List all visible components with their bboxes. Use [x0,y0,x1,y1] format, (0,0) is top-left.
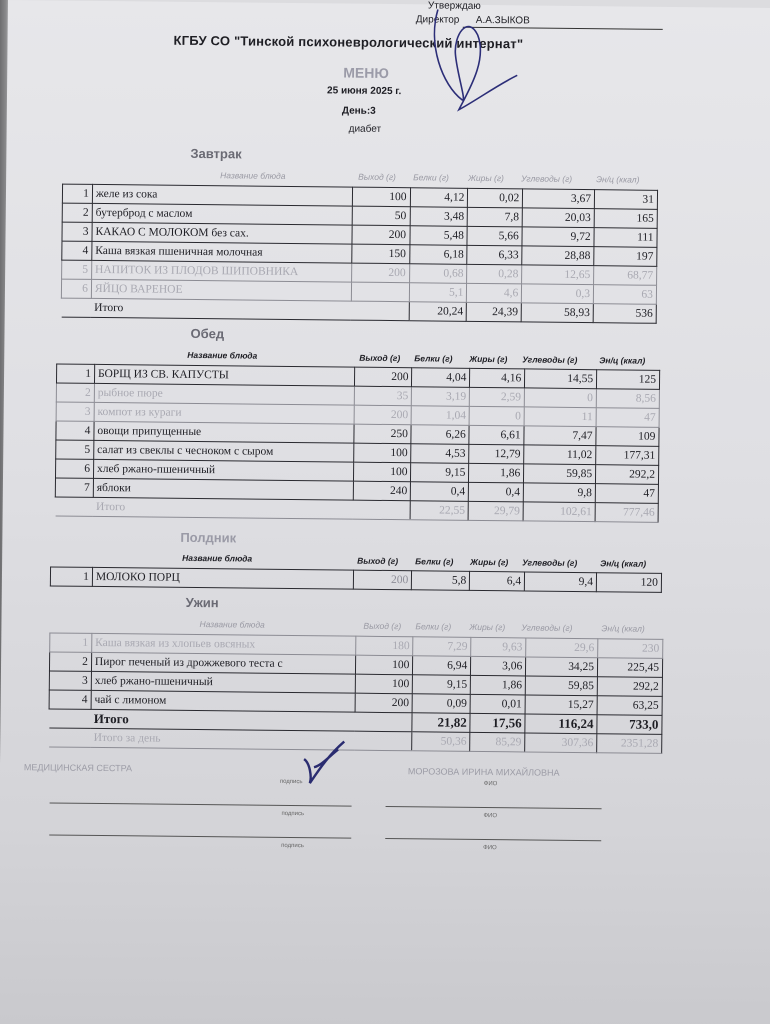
row-number: 3 [62,222,92,241]
dish-protein: 6,18 [409,245,467,265]
snack-table [50,566,662,592]
fio-caption: ФИО [483,781,498,788]
day-total-protein: 50,36 [412,732,470,752]
dish-out: 150 [351,244,409,264]
dish-out: 200 [355,693,413,713]
col-header-protein: Белки (г) [415,621,452,632]
row-number: 7 [55,478,93,497]
dish-protein: 6,94 [413,656,471,676]
total-spacer [49,728,91,747]
medic-title: МЕДИЦИНСКАЯ СЕСТРА [23,762,133,774]
section-title-lunch: Обед [190,325,225,342]
col-header-energy: Эн/ц (ккал) [601,623,645,634]
total-energy: 536 [593,304,656,324]
col-header-energy: Эн/ц (ккал) [596,174,640,185]
row-number: 6 [55,459,93,478]
dish-protein: 6,26 [411,425,469,445]
total-fat: 29,79 [468,501,523,521]
dish-out: 35 [354,386,412,406]
signature-caption: подпись [281,842,304,850]
dish-protein: 4,04 [412,368,470,388]
row-number: 4 [56,421,94,440]
dish-out: 200 [354,570,412,590]
total-spacer [49,709,91,728]
col-header-out: Выход (г) [358,171,396,183]
row-number: 3 [49,671,91,690]
col-header-protein: Белки (г) [414,353,453,364]
dish-carb: 59,85 [524,464,596,484]
dish-name: ЯЙЦО ВАРЕНОЕ [91,279,351,301]
dish-carb: 11,02 [524,445,596,465]
dish-energy: 47 [596,408,659,428]
dish-fat: 1,86 [469,463,524,483]
dish-out: 100 [355,674,413,694]
dish-fat: 6,4 [470,571,525,591]
dish-carb: 11 [524,407,596,427]
dish-energy: 292,2 [596,465,659,485]
row-number: 6 [61,279,91,298]
total-spacer [354,712,412,732]
total-spacer [55,497,93,516]
fio-caption: ФИО [483,813,498,820]
dish-name: НАПИТОК ИЗ ПЛОДОВ ШИПОВНИКА [91,260,351,282]
dish-name: МОЛОКО ПОРЦ [92,567,354,589]
dish-fat: 12,79 [469,444,524,464]
dish-name: рыбное пюре [94,383,354,405]
dish-carb: 7,47 [524,426,596,446]
total-label: Итого [91,298,351,320]
dish-energy: 63,25 [597,696,662,716]
col-header-name: Название блюда [182,552,253,564]
section-title-breakfast: Завтрак [190,145,242,162]
dish-protein: 5,1 [409,283,467,303]
col-header-carb: Углеводы (г) [522,354,578,365]
dish-fat: 0,01 [470,694,525,714]
dish-fat: 3,06 [471,656,526,676]
dish-carb: 9,4 [525,572,597,592]
col-header-protein: Белки (г) [415,556,454,567]
dish-energy: 8,56 [596,389,659,409]
dish-protein: 3,48 [410,207,468,227]
total-label: Итого [93,497,353,519]
col-header-energy: Эн/ц (ккал) [600,558,647,569]
dish-fat: 6,61 [469,425,524,445]
col-header-fat: Жиры (г) [469,621,506,633]
dish-name: БОРЩ ИЗ СВ. КАПУСТЫ [94,364,354,386]
signature-caption: подпись [281,810,305,818]
dish-energy: 197 [594,247,657,267]
dish-out: 100 [353,462,411,482]
dish-fat: 0,02 [468,188,523,208]
row-number: 4 [62,241,92,260]
dish-carb: 0 [524,388,596,408]
dish-fat: 0 [469,406,524,426]
row-number: 2 [49,652,91,671]
col-header-fat: Жиры (г) [468,172,504,184]
dish-protein: 4,53 [411,444,469,464]
total-spacer [353,500,411,520]
signature-caption: подпись [279,778,303,786]
dish-name: овощи припущенные [94,421,354,443]
dish-carb: 28,88 [522,246,594,266]
dish-protein: 0,68 [409,264,467,284]
dish-name: бутерброд с маслом [92,203,352,225]
day-total-carb: 307,36 [525,733,597,753]
dish-energy: 230 [598,639,663,659]
dish-fat: 6,33 [467,245,522,265]
dish-out: 100 [353,443,411,463]
dish-carb: 20,03 [522,208,594,228]
row-number: 4 [49,690,91,709]
row-number: 2 [62,203,92,222]
dish-carb: 59,85 [525,676,597,696]
dish-out: 50 [352,206,410,226]
section-title-dinner: Ужин [185,594,219,611]
dinner-table [48,632,663,753]
dish-protein: 9,15 [413,675,471,695]
row-number: 1 [56,364,94,383]
row-number: 5 [56,440,94,459]
dish-out: 100 [355,655,413,675]
dish-energy: 177,31 [596,446,659,466]
col-header-fat: Жиры (г) [470,556,509,568]
signature-line [50,802,352,806]
day-total-label: Итого за день [91,728,355,750]
dish-carb: 9,8 [523,483,595,503]
dish-out: 200 [351,263,409,283]
breakfast-table [61,184,658,324]
fio-caption: ФИО [483,845,497,852]
total-energy: 733,0 [597,715,662,735]
dish-fat: 2,59 [470,387,525,407]
col-header-protein: Белки (г) [413,172,449,183]
col-header-carb: Углеводы (г) [521,173,573,184]
dish-name: Каша вязкая пшеничная молочная [92,241,352,263]
dish-carb: 12,65 [522,265,594,285]
dish-protein: 3,19 [412,387,470,407]
table-row [50,567,661,592]
col-header-name: Название блюда [199,619,265,630]
dish-out: 250 [353,424,411,444]
dish-carb: 3,67 [523,189,595,209]
total-spacer [61,298,91,317]
col-header-name: Название блюда [220,170,286,181]
dish-out: 180 [355,636,413,656]
dish-protein: 0,09 [412,694,470,714]
dish-fat: 9,63 [471,637,526,657]
dish-fat: 0,4 [469,482,524,502]
dish-name: компот из кураги [94,402,354,424]
menu-title: МЕНЮ [343,64,389,81]
total-spacer [351,301,409,321]
dish-out: 240 [353,481,411,501]
dish-protein: 5,8 [412,571,470,591]
dish-name: Пирог печеный из дрожжевого теста с [91,652,355,674]
dish-energy: 31 [594,190,657,210]
dish-carb: 9,72 [522,227,594,247]
approve-label: Утверждаю [427,0,481,12]
lunch-table [55,364,661,523]
dish-name: желе из сока [92,184,352,206]
dish-out [351,282,409,302]
col-header-name: Название блюда [187,349,258,361]
director-name: А.А.ЗЫКОВ [475,14,530,27]
organization-title: КГБУ СО "Тинской психоневрологический интернат" [173,32,524,52]
col-header-carb: Углеводы (г) [522,557,578,568]
director-label: Директор [415,14,460,26]
fio-line [385,838,601,841]
dish-protein: 5,48 [409,226,467,246]
dish-protein: 4,12 [410,188,468,208]
dish-protein: 0,4 [411,482,469,502]
dish-out: 200 [354,367,412,387]
dish-name: КАКАО С МОЛОКОМ без сах. [92,222,352,244]
total-label: Итого [91,709,355,731]
menu-day: День:3 [341,105,376,117]
dish-energy: 225,45 [597,658,662,678]
total-protein: 20,24 [409,302,467,322]
section-title-snack: Полдник [180,529,237,546]
dish-name: Каша вязкая из хлопьев овсяных [92,633,356,655]
total-fat: 24,39 [467,302,522,322]
dish-energy: 68,77 [594,266,657,286]
dish-energy: 120 [596,573,661,593]
dish-protein: 1,04 [411,406,469,426]
signature-line [49,834,351,838]
total-energy: 777,46 [595,503,658,523]
total-carb: 116,24 [525,714,597,734]
diet-type: диабет [348,123,382,135]
dish-fat: 7,8 [468,207,523,227]
row-number: 5 [62,260,92,279]
medic-name: МОРОЗОВА ИРИНА МИХАЙЛОВНА [407,766,560,778]
row-number: 3 [56,402,94,421]
total-protein: 21,82 [412,713,470,733]
total-carb: 58,93 [521,303,593,323]
dish-energy: 63 [593,285,656,305]
dish-out: 200 [354,405,412,425]
dish-energy: 47 [595,484,658,504]
total-fat: 17,56 [470,713,525,733]
dish-protein: 9,15 [411,463,469,483]
dish-out: 100 [352,187,410,207]
dish-energy: 109 [596,427,659,447]
row-number: 2 [56,383,94,402]
dish-energy: 125 [597,370,660,390]
dish-energy: 111 [594,228,657,248]
dish-carb: 0,3 [522,284,594,304]
dish-carb: 34,25 [526,657,598,677]
col-header-fat: Жиры (г) [469,353,508,365]
dish-fat: 4,16 [470,368,525,388]
dish-protein: 7,29 [413,637,471,657]
dish-name: хлеб ржано-пшеничный [93,459,353,481]
dish-fat: 0,28 [467,264,522,284]
dish-name: чай с лимоном [91,690,355,712]
col-header-out: Выход (г) [363,620,402,632]
dish-fat: 1,86 [471,675,526,695]
row-number: 1 [50,633,92,652]
dish-energy: 165 [594,209,657,229]
dish-name: яблоки [93,478,353,500]
dish-out: 200 [352,225,410,245]
dish-name: салат из свеклы с чесноком с сыром [94,440,354,462]
day-total-fat: 85,29 [470,732,525,752]
dish-name: хлеб ржано-пшеничный [91,671,355,693]
total-spacer [354,731,412,751]
day-total-energy: 2351,28 [597,734,662,754]
dish-fat: 4,6 [467,283,522,303]
row-number: 1 [62,184,92,203]
fio-line [386,806,602,809]
total-protein: 22,55 [411,501,469,521]
dish-energy: 292,2 [597,677,662,697]
col-header-out: Выход (г) [357,555,399,567]
director-signature [407,4,538,120]
row-number: 1 [50,567,92,586]
dish-fat: 5,66 [467,226,522,246]
medic-signature [300,737,351,788]
dish-carb: 29,6 [526,638,598,658]
dish-carb: 14,55 [525,369,597,389]
dish-carb: 15,27 [525,695,597,715]
col-header-out: Выход (г) [359,352,401,364]
total-carb: 102,61 [523,502,595,522]
col-header-carb: Углеводы (г) [521,622,573,633]
menu-date: 25 июня 2025 г. [327,85,402,98]
col-header-energy: Эн/ц (ккал) [599,355,646,366]
